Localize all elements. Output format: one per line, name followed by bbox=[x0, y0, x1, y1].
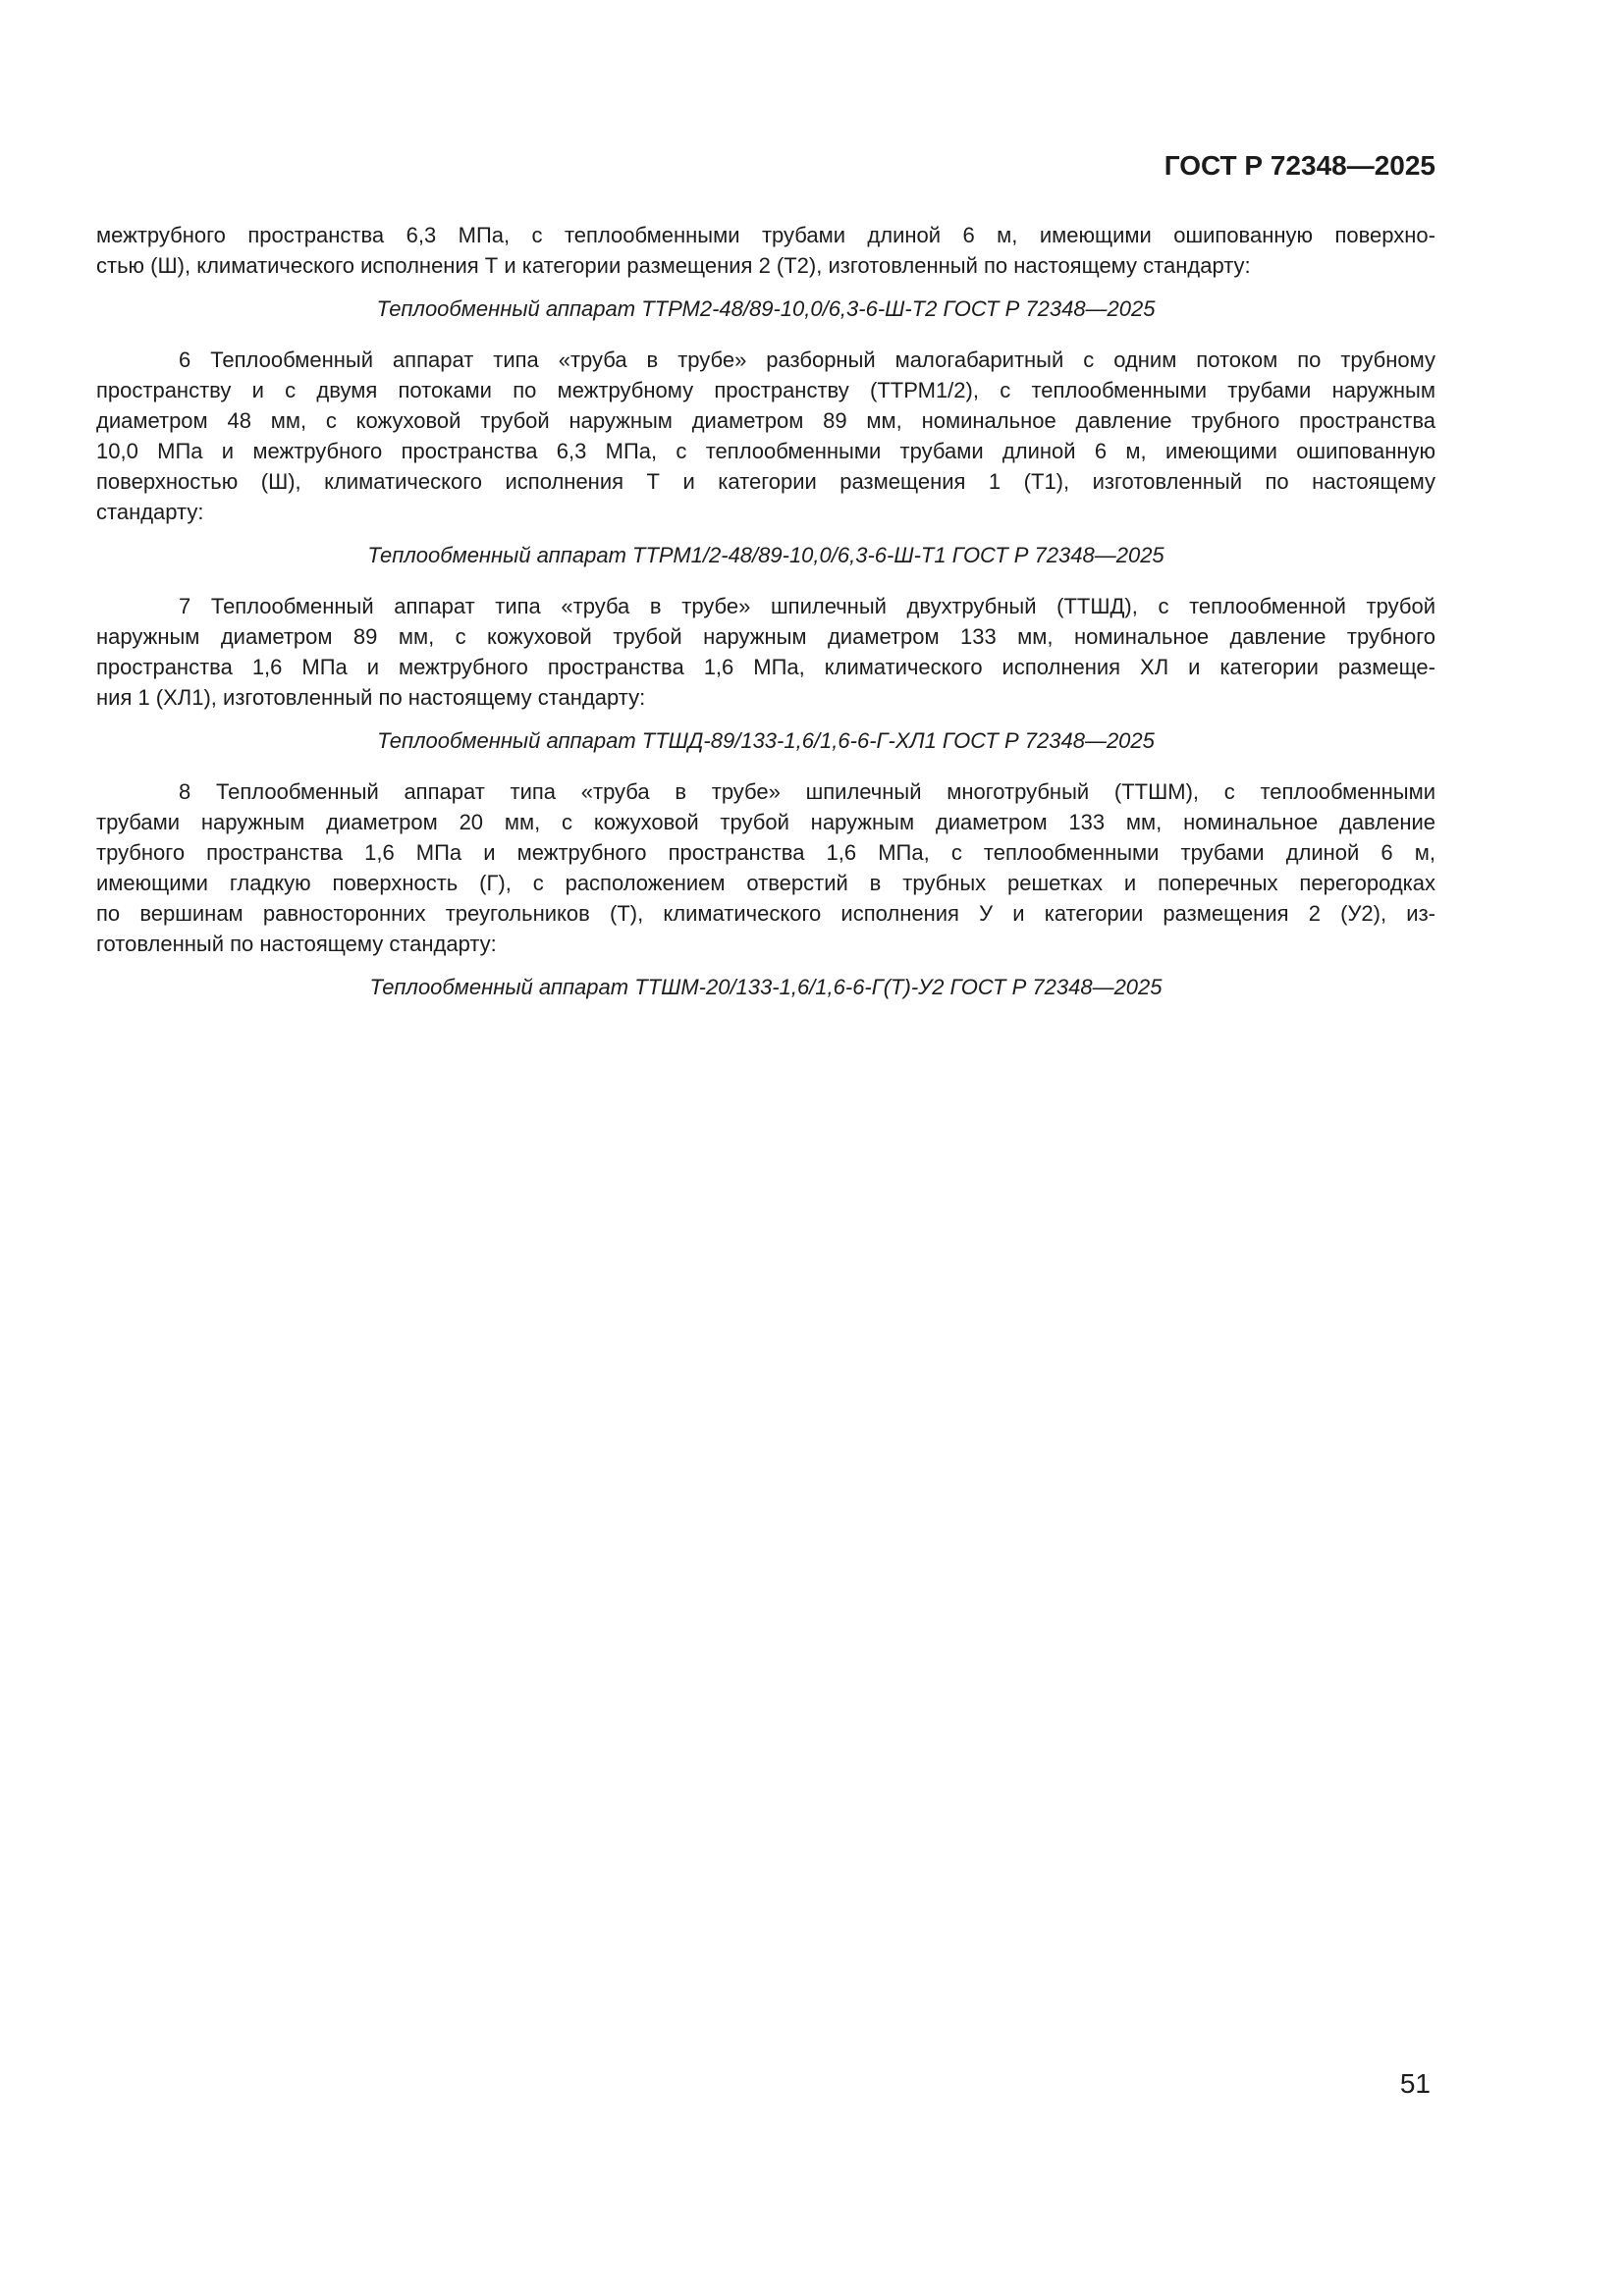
apparatus-designation-ttshd: Теплообменный аппарат ТТШД-89/133-1,6/1,6-6-Г-ХЛ1 ГОСТ Р 72348—2025 bbox=[377, 728, 1155, 753]
body-text bbox=[96, 220, 1435, 1002]
text-line: пространству и с двумя потоками по межтрубному пространству (ТТРМ1/2), с теплообменными трубами наружным bbox=[96, 378, 1435, 402]
paragraph-continuation bbox=[96, 220, 1435, 281]
text-line: стью (Ш), климатического исполнения Т и категории размещения 2 (Т2), изготовленный по настоящему стандарту: bbox=[96, 253, 1251, 278]
apparatus-designation-ttshm: Теплообменный аппарат ТТШМ-20/133-1,6/1,6-6-Г(Т)-У2 ГОСТ Р 72348—2025 bbox=[369, 975, 1163, 999]
text-line: готовленный по настоящему стандарту: bbox=[96, 932, 497, 956]
text-line: 6 Теплообменный аппарат типа «труба в трубе» разборный малогабаритный с одним потоком по трубному bbox=[179, 347, 1435, 372]
text-line: трубами наружным диаметром 20 мм, с кожуховой трубой наружным диаметром 133 мм, номинальное давление bbox=[96, 810, 1435, 834]
text-line: поверхностью (Ш), климатического исполнения Т и категории размещения 1 (Т1), изготовленный по настоящему bbox=[96, 469, 1435, 494]
paragraph-item-8 bbox=[96, 776, 1435, 959]
page-header bbox=[96, 149, 1435, 183]
text-line: наружным диаметром 89 мм, с кожуховой трубой наружным диаметром 133 мм, номинальное давление трубного bbox=[96, 624, 1435, 649]
text-line: 8 Теплообменный аппарат типа «труба в трубе» шпилечный многотрубный (ТТШМ), с теплообменными bbox=[179, 779, 1435, 804]
text-line: диаметром 48 мм, с кожуховой трубой наружным диаметром 89 мм, номинальное давление трубного пространства bbox=[96, 408, 1435, 433]
apparatus-designation-ttrm1-2: Теплообменный аппарат ТТРМ1/2-48/89-10,0/6,3-6-Ш-Т1 ГОСТ Р 72348—2025 bbox=[367, 543, 1164, 567]
standard-number: ГОСТ Р 72348—2025 bbox=[1164, 150, 1435, 181]
text-line: 7 Теплообменный аппарат типа «труба в трубе» шпилечный двухтрубный (ТТШД), с теплообменной трубой bbox=[179, 594, 1435, 618]
paragraph-item-6 bbox=[96, 345, 1435, 527]
text-line: по вершинам равносторонних треугольников (Т), климатического исполнения У и категории размещения 2 (У2), из- bbox=[96, 901, 1435, 926]
text-line: стандарту: bbox=[96, 500, 204, 524]
paragraph-item-7 bbox=[96, 591, 1435, 713]
text-line: межтрубного пространства 6,3 МПа, с теплообменными трубами длиной 6 м, имеющими ошипованную поверхно- bbox=[96, 223, 1435, 247]
text-line: 10,0 МПа и межтрубного пространства 6,3 МПа, с теплообменными трубами длиной 6 м, имеющими ошипованную bbox=[96, 439, 1435, 463]
text-line: трубного пространства 1,6 МПа и межтрубного пространства 1,6 МПа, с теплообменными трубами длиной 6 м, bbox=[96, 840, 1435, 865]
apparatus-designation-ttrm2: Теплообменный аппарат ТТРМ2-48/89-10,0/6,3-6-Ш-Т2 ГОСТ Р 72348—2025 bbox=[376, 296, 1156, 321]
text-line: ния 1 (ХЛ1), изготовленный по настоящему стандарту: bbox=[96, 685, 646, 710]
page-number: 51 bbox=[1399, 2068, 1431, 2099]
text-line: имеющими гладкую поверхность (Г), с расположением отверстий в трубных решетках и поперечных перегородках bbox=[96, 871, 1435, 895]
text-line: пространства 1,6 МПа и межтрубного пространства 1,6 МПа, климатического исполнения ХЛ и категории размеще- bbox=[96, 655, 1435, 679]
